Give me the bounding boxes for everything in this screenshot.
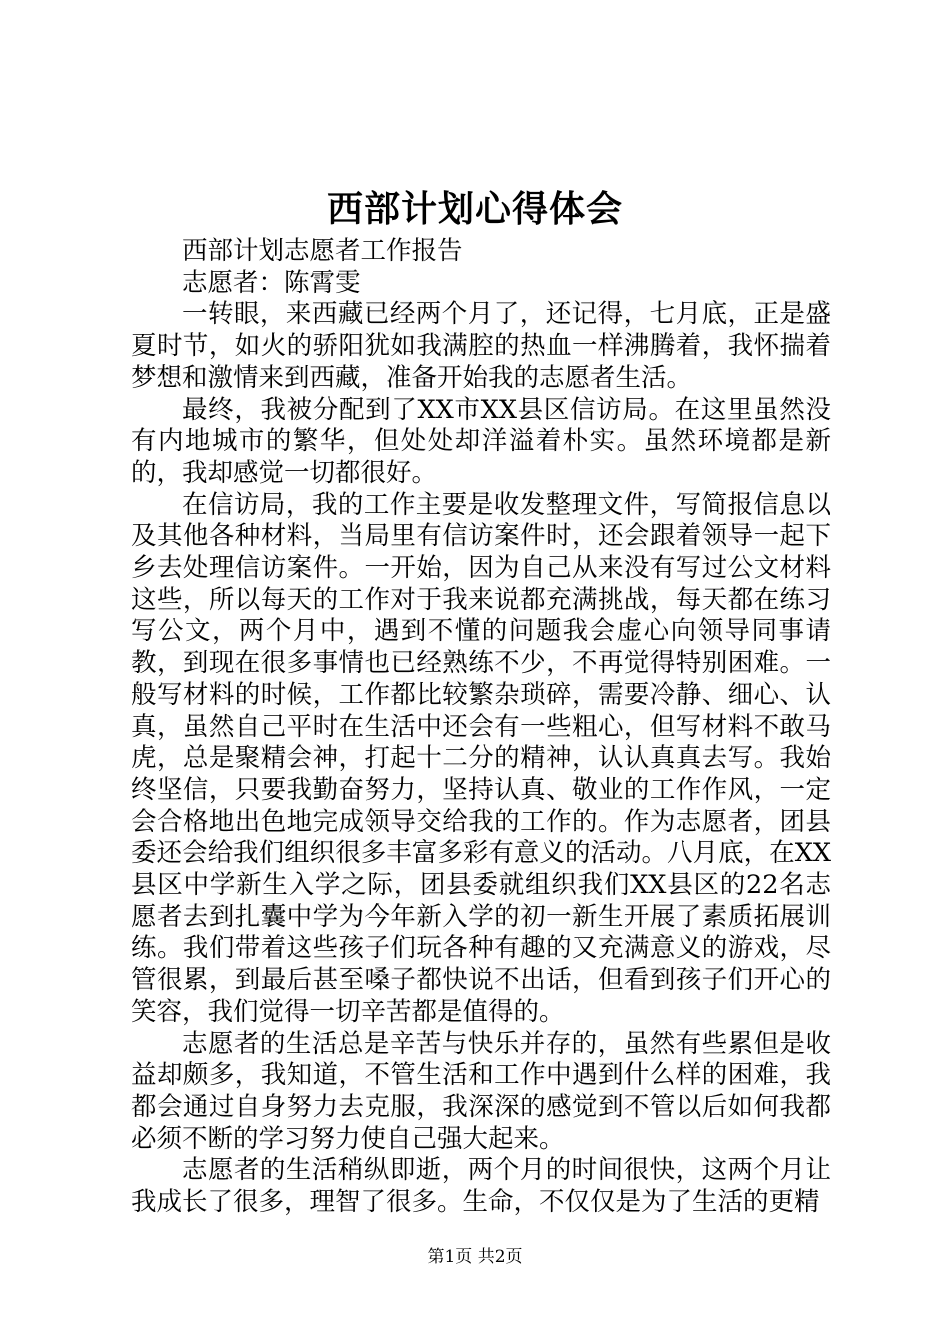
paragraph: 最终，我被分配到了XX市XX县区信访局。在这里虽然没有内地城市的繁华，但处处却洋溢着朴实。虽然环境都是新的，我却感觉一切都很好。 (131, 394, 831, 488)
report-subtitle: 西部计划志愿者工作报告 (182, 236, 463, 266)
document-title: 西部计划心得体会 (326, 188, 623, 230)
page-number-footer: 第1页 共2页 (427, 1247, 523, 1267)
paragraph: 一转眼，来西藏已经两个月了，还记得，七月底，正是盛夏时节，如火的骄阳犹如我满腔的热血一样沸腾着，我怀揣着梦想和激情来到西藏，准备开始我的志愿者生活。 (131, 299, 831, 393)
paragraph: 志愿者的生活稍纵即逝，两个月的时间很快，这两个月让我成长了很多，理智了很多。生命，不仅仅是为了生活的更精 (131, 1155, 831, 1218)
paragraph: 在信访局，我的工作主要是收发整理文件，写简报信息以及其他各种材料，当局里有信访案件时，还会跟着领导一起下乡去处理信访案件。一开始，因为自己从来没有写过公文材料这些，所以每天的工作对于我来说都充满挑战，每天都在练习写公文，两个月中，遇到不懂的问题我会虚心向领导同事请教，到现在很多事情也已经熟练不少，不再觉得特别困难。一般写材料的时候，工作都比较繁杂琐碎，需要冷静、细心、认真，虽然自己平时在生活中还会有一些粗心，但写材料不敢马虎，总是聚精会神，打起十二分的精神，认认真真去写。我始终坚信，只要我勤奋努力，坚持认真、敬业的工作作风，一定会合格地出色地完成领导交给我的工作的。作为志愿者，团县委还会给我们组织很多丰富多彩有意义的活动。八月底，在XX县区中学新生入学之际，团县委就组织我们XX县区的22名志愿者去到扎囊中学为今年新入学的初一新生开展了素质拓展训练。我们带着这些孩子们玩各种有趣的又充满意义的游戏，尽管很累，到最后甚至嗓子都快说不出话，但看到孩子们开心的笑容，我们觉得一切辛苦都是值得的。 (131, 489, 831, 1027)
paragraph: 志愿者的生活总是辛苦与快乐并存的，虽然有些累但是收益却颇多，我知道，不管生活和工作中遇到什么样的困难，我都会通过自身努力去克服，我深深的感觉到不管以后如何我都必须不断的学习努力使自己强大起来。 (131, 1028, 831, 1154)
document-body (131, 236, 831, 1219)
author-line: 志愿者：陈霄雯 (182, 267, 361, 298)
